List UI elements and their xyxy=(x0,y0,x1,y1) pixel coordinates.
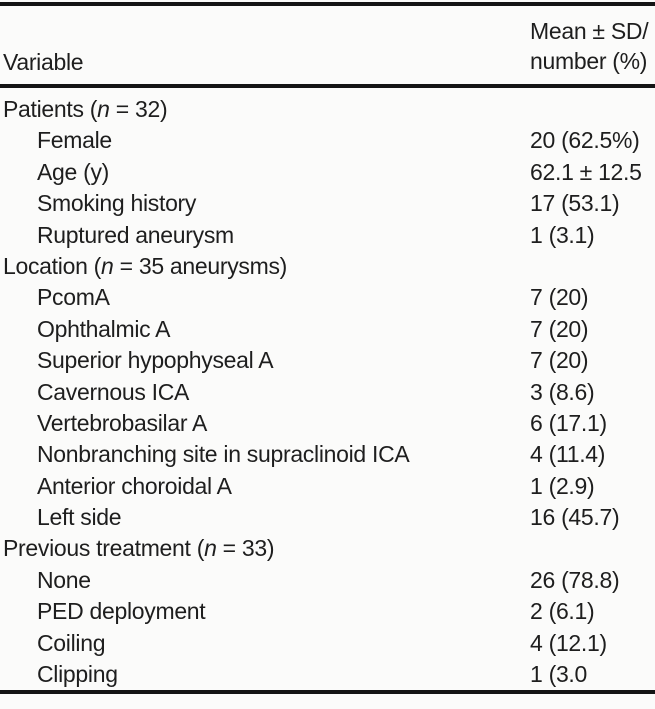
table-row xyxy=(0,220,655,251)
row-label-text: Previous treatment ( xyxy=(3,535,205,562)
row-value xyxy=(530,251,655,282)
row-value: 7 (20) xyxy=(530,347,589,374)
table-header-row xyxy=(0,6,655,84)
table-row xyxy=(0,251,655,282)
column-header-mean-sd xyxy=(530,16,655,76)
table-row xyxy=(0,439,655,470)
row-value: 4 (12.1) xyxy=(530,629,607,656)
row-value xyxy=(530,94,655,125)
row-label-suffix: = 33) xyxy=(216,535,275,562)
row-value: 7 (20) xyxy=(530,315,589,342)
row-label-suffix: = 35 aneurysms) xyxy=(113,252,288,279)
table-row xyxy=(0,188,655,219)
table-row xyxy=(0,125,655,156)
row-value xyxy=(530,533,655,564)
table-row xyxy=(0,502,655,533)
table-row xyxy=(0,157,655,188)
row-label-text: Ruptured aneurysm xyxy=(37,221,234,248)
row-value: 1 (3.1) xyxy=(530,221,595,248)
row-value: 4 (11.4) xyxy=(530,441,606,468)
table-row xyxy=(0,596,655,627)
row-value: 16 (45.7) xyxy=(530,504,620,531)
row-label xyxy=(0,345,530,376)
table-row xyxy=(0,408,655,439)
row-label xyxy=(0,377,530,408)
row-label-text: PcomA xyxy=(37,284,110,311)
row-label xyxy=(0,533,530,564)
row-label-text: Smoking history xyxy=(37,190,197,217)
row-label xyxy=(0,282,530,313)
row-label xyxy=(0,251,530,282)
row-value: 2 (6.1) xyxy=(530,598,595,625)
row-label-text: Location ( xyxy=(3,252,102,279)
row-label-text: Superior hypophyseal A xyxy=(37,347,274,374)
table-row xyxy=(0,533,655,564)
column-header-mean-sd-line2: number (%) xyxy=(530,48,648,74)
table-row xyxy=(0,314,655,345)
row-label-text: None xyxy=(37,566,91,593)
row-value: 1 (2.9) xyxy=(530,472,595,499)
table-row xyxy=(0,565,655,596)
table-row xyxy=(0,659,655,690)
row-label xyxy=(0,659,530,690)
row-label xyxy=(0,157,530,188)
row-label-text: PED deployment xyxy=(37,598,206,625)
row-label-suffix: = 32) xyxy=(109,96,168,122)
row-label xyxy=(0,125,530,156)
column-header-variable: Variable xyxy=(3,49,84,75)
table-row xyxy=(0,471,655,502)
row-value: 3 (8.6) xyxy=(530,378,595,405)
row-label xyxy=(0,502,530,533)
row-label-text: Anterior choroidal A xyxy=(37,472,232,499)
row-label-text: Cavernous ICA xyxy=(37,378,190,405)
table-row xyxy=(0,282,655,313)
row-label-n-variable: n xyxy=(97,96,110,122)
row-label-text: Patients ( xyxy=(3,96,98,122)
table-row xyxy=(0,94,655,125)
row-value: 6 (17.1) xyxy=(530,409,607,436)
row-value: 26 (78.8) xyxy=(530,566,620,593)
table-row xyxy=(0,377,655,408)
column-header-mean-sd-line1: Mean ± SD/ xyxy=(530,18,649,44)
row-value: 62.1 ± 12.5 xyxy=(530,158,642,185)
table-row xyxy=(0,345,655,376)
row-value: 20 (62.5%) xyxy=(530,127,640,154)
row-label-text: Ophthalmic A xyxy=(37,315,171,342)
table-row xyxy=(0,628,655,659)
row-label xyxy=(0,471,530,502)
row-label-n-variable: n xyxy=(204,535,217,562)
row-label-n-variable: n xyxy=(101,252,114,279)
row-label xyxy=(0,314,530,345)
row-label xyxy=(0,565,530,596)
row-label xyxy=(0,628,530,659)
row-label xyxy=(0,596,530,627)
row-label xyxy=(0,408,530,439)
table-body xyxy=(0,88,655,690)
row-value: 17 (53.1) xyxy=(530,190,620,217)
row-label-text: Coiling xyxy=(37,629,106,656)
table-bottom-rule xyxy=(0,690,655,694)
row-label xyxy=(0,439,530,470)
row-value: 7 (20) xyxy=(530,284,589,311)
row-label xyxy=(0,188,530,219)
row-label xyxy=(0,220,530,251)
row-label xyxy=(0,94,530,125)
row-label-text: Left side xyxy=(37,504,122,531)
row-label-text: Age (y) xyxy=(37,158,110,185)
row-label-text: Female xyxy=(37,127,112,154)
row-label-text: Clipping xyxy=(37,661,118,688)
row-label-text: Vertebrobasilar A xyxy=(37,409,208,436)
row-label-text: Nonbranching site in supraclinoid ICA xyxy=(37,441,410,468)
row-value: 1 (3.0 xyxy=(530,661,588,688)
